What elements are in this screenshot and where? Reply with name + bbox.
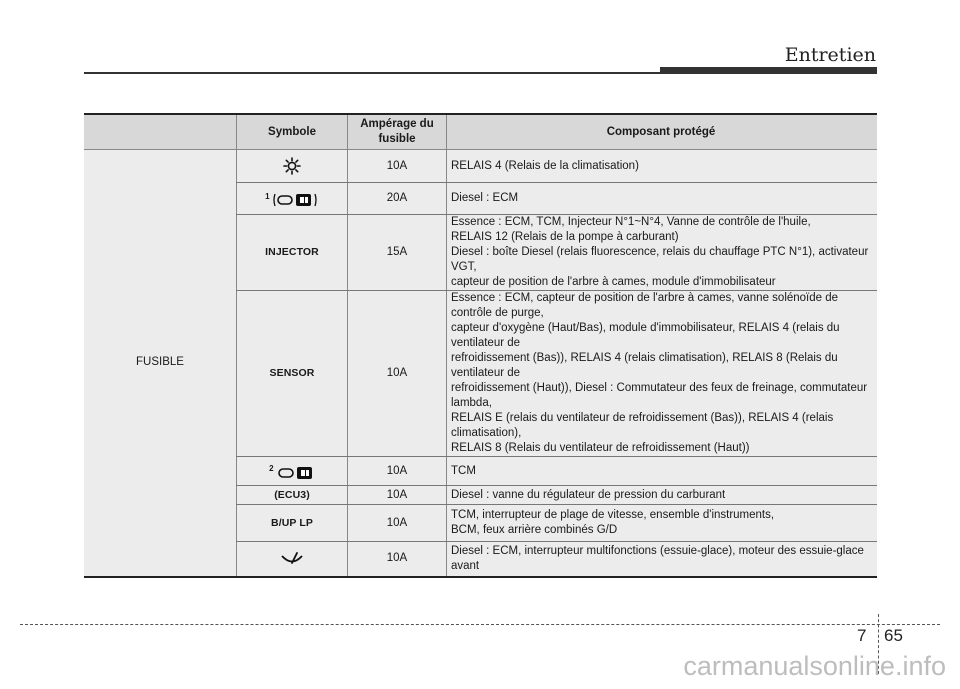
wiper-icon	[280, 553, 304, 565]
engine-ecu-icon	[273, 194, 319, 206]
component-line: capteur de position de l'arbre à cames, module d'immobilisateur	[451, 276, 776, 288]
section-title: Entretien	[784, 44, 876, 66]
amperage-cell: 10A	[348, 505, 447, 542]
component-line: RELAIS E (relais du ventilateur de refroidissement (Bas)), RELAIS 4 (relais climatisation),	[451, 412, 834, 439]
amperage-cell: 10A	[348, 457, 447, 486]
symbol-cell	[237, 183, 348, 215]
component-line: TCM, interrupteur de plage de vitesse, ensemble d'instruments,	[451, 509, 775, 521]
header-rule	[84, 72, 660, 74]
amperage-cell: 10A	[348, 291, 447, 457]
component-line: capteur d'oxygène (Haut/Bas), module d'immobilisateur, RELAIS 4 (relais du ventilateur de	[451, 322, 840, 349]
amperage-cell: 20A	[348, 183, 447, 215]
component-cell	[447, 150, 878, 183]
component-line: refroidissement (Bas)), RELAIS 4 (relais climatisation), RELAIS 8 (Relais du ventilateur de	[451, 352, 838, 379]
page-number: 65	[884, 626, 903, 645]
header-component: Composant protégé	[447, 114, 878, 150]
component-cell	[447, 486, 878, 505]
symbol-superscript: 1	[265, 191, 270, 201]
symbol-label: B/UP LP	[271, 516, 313, 529]
footer-divider	[20, 624, 940, 625]
component-line: RELAIS 4 (Relais de la climatisation)	[451, 159, 639, 172]
climate-sun-icon	[283, 160, 301, 172]
header-symbol: Symbole	[237, 114, 348, 150]
amperage-cell: 15A	[348, 215, 447, 291]
component-line: Diesel : boîte Diesel (relais fluorescence, relais du chauffage PTC N°1), activateur VGT,	[451, 246, 869, 273]
symbol-cell	[237, 150, 348, 183]
amperage-cell: 10A	[348, 486, 447, 505]
component-line: BCM, feux arrière combinés G/D	[451, 524, 618, 536]
category-cell: FUSIBLE	[84, 150, 237, 577]
component-cell	[447, 542, 878, 577]
symbol-cell	[237, 505, 348, 542]
engine-tcm-icon	[277, 467, 315, 479]
symbol-cell	[237, 542, 348, 577]
component-line: Diesel : ECM	[451, 192, 519, 204]
component-line: Diesel : ECM, interrupteur multifonctions (essuie-glace), moteur des essuie-glace avant	[451, 544, 864, 572]
symbol-superscript: 2	[269, 464, 274, 474]
symbol-cell	[237, 486, 348, 505]
amperage-cell: 10A	[348, 150, 447, 183]
component-cell	[447, 457, 878, 486]
component-line: RELAIS 12 (Relais de la pompe à carburant)	[451, 231, 679, 243]
symbol-label: INJECTOR	[265, 246, 319, 258]
symbol-cell	[237, 215, 348, 291]
symbol-cell	[237, 291, 348, 457]
symbol-label: SENSOR	[269, 367, 315, 379]
watermark: carmanualsonline.info	[683, 651, 946, 681]
symbol-label: (ECU3)	[274, 488, 310, 501]
header-amperage: Ampérage du fusible	[348, 114, 447, 150]
component-line: Diesel : vanne du régulateur de pression du carburant	[451, 488, 726, 501]
fuse-table	[84, 113, 877, 578]
component-line: Essence : ECM, TCM, Injecteur N°1~N°4, Vanne de contrôle de l'huile,	[451, 216, 811, 228]
amperage-cell: 10A	[348, 542, 447, 577]
component-line: RELAIS 8 (Relais du ventilateur de refroidissement (Haut))	[451, 442, 750, 454]
table-row	[84, 150, 877, 183]
component-cell	[447, 291, 878, 457]
header-blank	[84, 114, 237, 150]
table-header-row	[84, 114, 877, 150]
component-line: Essence : ECM, capteur de position de l'arbre à cames, vanne solénoïde de contrôle de purge,	[451, 292, 839, 319]
chapter-number: 7	[857, 626, 867, 645]
component-cell	[447, 215, 878, 291]
component-line: refroidissement (Haut)), Diesel : Commutateur des feux de freinage, commutateur lambda,	[451, 382, 868, 409]
header-rule-accent	[660, 67, 877, 74]
component-cell	[447, 183, 878, 215]
component-cell	[447, 505, 878, 542]
component-line: TCM	[451, 464, 476, 477]
symbol-cell	[237, 457, 348, 486]
